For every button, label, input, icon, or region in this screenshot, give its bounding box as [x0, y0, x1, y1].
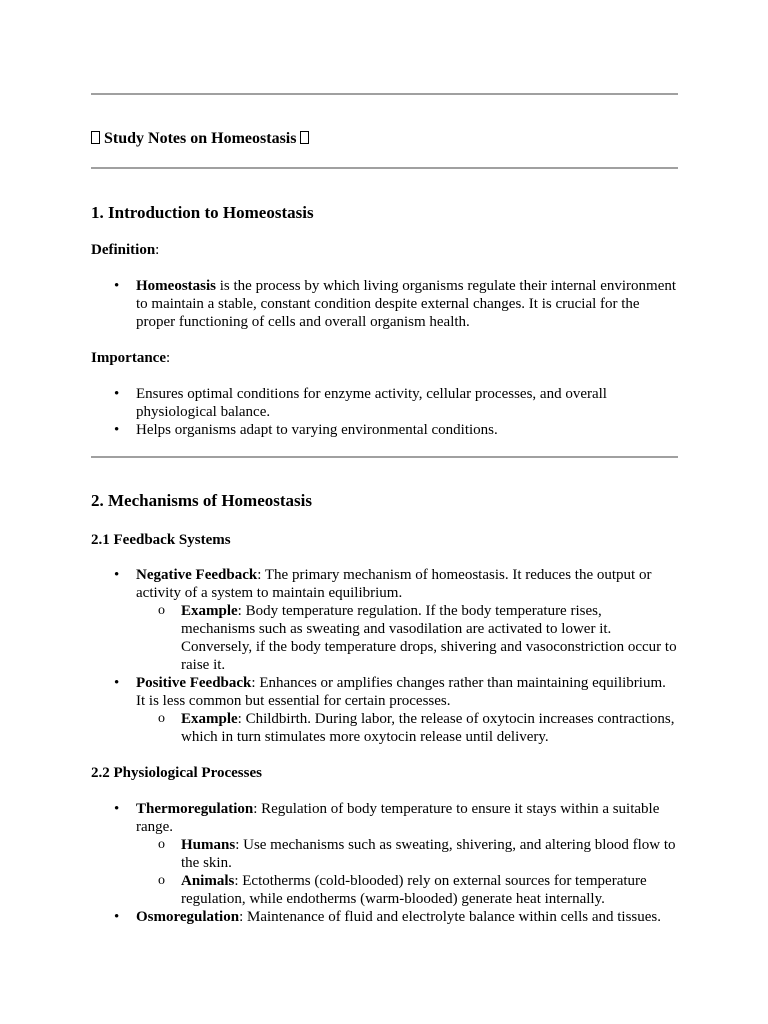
list-item: • Thermoregulation: Regulation of body temperature to ensure it stays within a suitable range. [136, 800, 678, 836]
definition-label: Definition: [91, 242, 160, 258]
horizontal-rule [91, 167, 678, 169]
importance-label: Importance: [91, 350, 171, 366]
section-heading: 1. Introduction to Homeostasis [91, 203, 314, 222]
missing-glyph-icon [91, 131, 100, 144]
list-item: • Homeostasis is the process by which living organisms regulate their internal environment to maintain a stable, constant condition despite external changes. It is crucial for the proper functioning of cells and overall organism health. [136, 277, 678, 331]
list-item: • Negative Feedback: The primary mechanism of homeostasis. It reduces the output or activity of a system to maintain equilibrium. [136, 566, 678, 602]
horizontal-rule [91, 456, 678, 458]
list-item: • Positive Feedback: Enhances or amplifies changes rather than maintaining equilibrium. It is less common but essential for certain processes. [136, 674, 678, 710]
section-heading: 2. Mechanisms of Homeostasis [91, 491, 312, 510]
list-item: • Ensures optimal conditions for enzyme activity, cellular processes, and overall physiological balance. [136, 385, 678, 421]
subsection-heading: 2.2 Physiological Processes [91, 765, 262, 781]
sub-list-item: o Animals: Ectotherms (cold-blooded) rely on external sources for temperature regulation, while endotherms (warm-blooded) generate heat internally. [181, 872, 678, 908]
sub-list-item: o Example: Body temperature regulation. If the body temperature rises, mechanisms such as sweating and vasodilation are activated to lower it. Conversely, if the body temperature drops, shivering and vasoconstriction occur to raise it. [181, 602, 678, 674]
sub-list-item: o Example: Childbirth. During labor, the release of oxytocin increases contractions, which in turn stimulates more oxytocin release until delivery. [181, 710, 678, 746]
horizontal-rule [91, 93, 678, 95]
page-title [91, 130, 309, 148]
sub-list-item: o Humans: Use mechanisms such as sweating, shivering, and altering blood flow to the skin. [181, 836, 678, 872]
subsection-heading: 2.1 Feedback Systems [91, 532, 231, 548]
page-title-text: Study Notes on Homeostasis [104, 130, 297, 147]
list-item: • Helps organisms adapt to varying environmental conditions. [136, 421, 678, 439]
list-item: • Osmoregulation: Maintenance of fluid and electrolyte balance within cells and tissues. [136, 908, 678, 926]
missing-glyph-icon [300, 131, 309, 144]
